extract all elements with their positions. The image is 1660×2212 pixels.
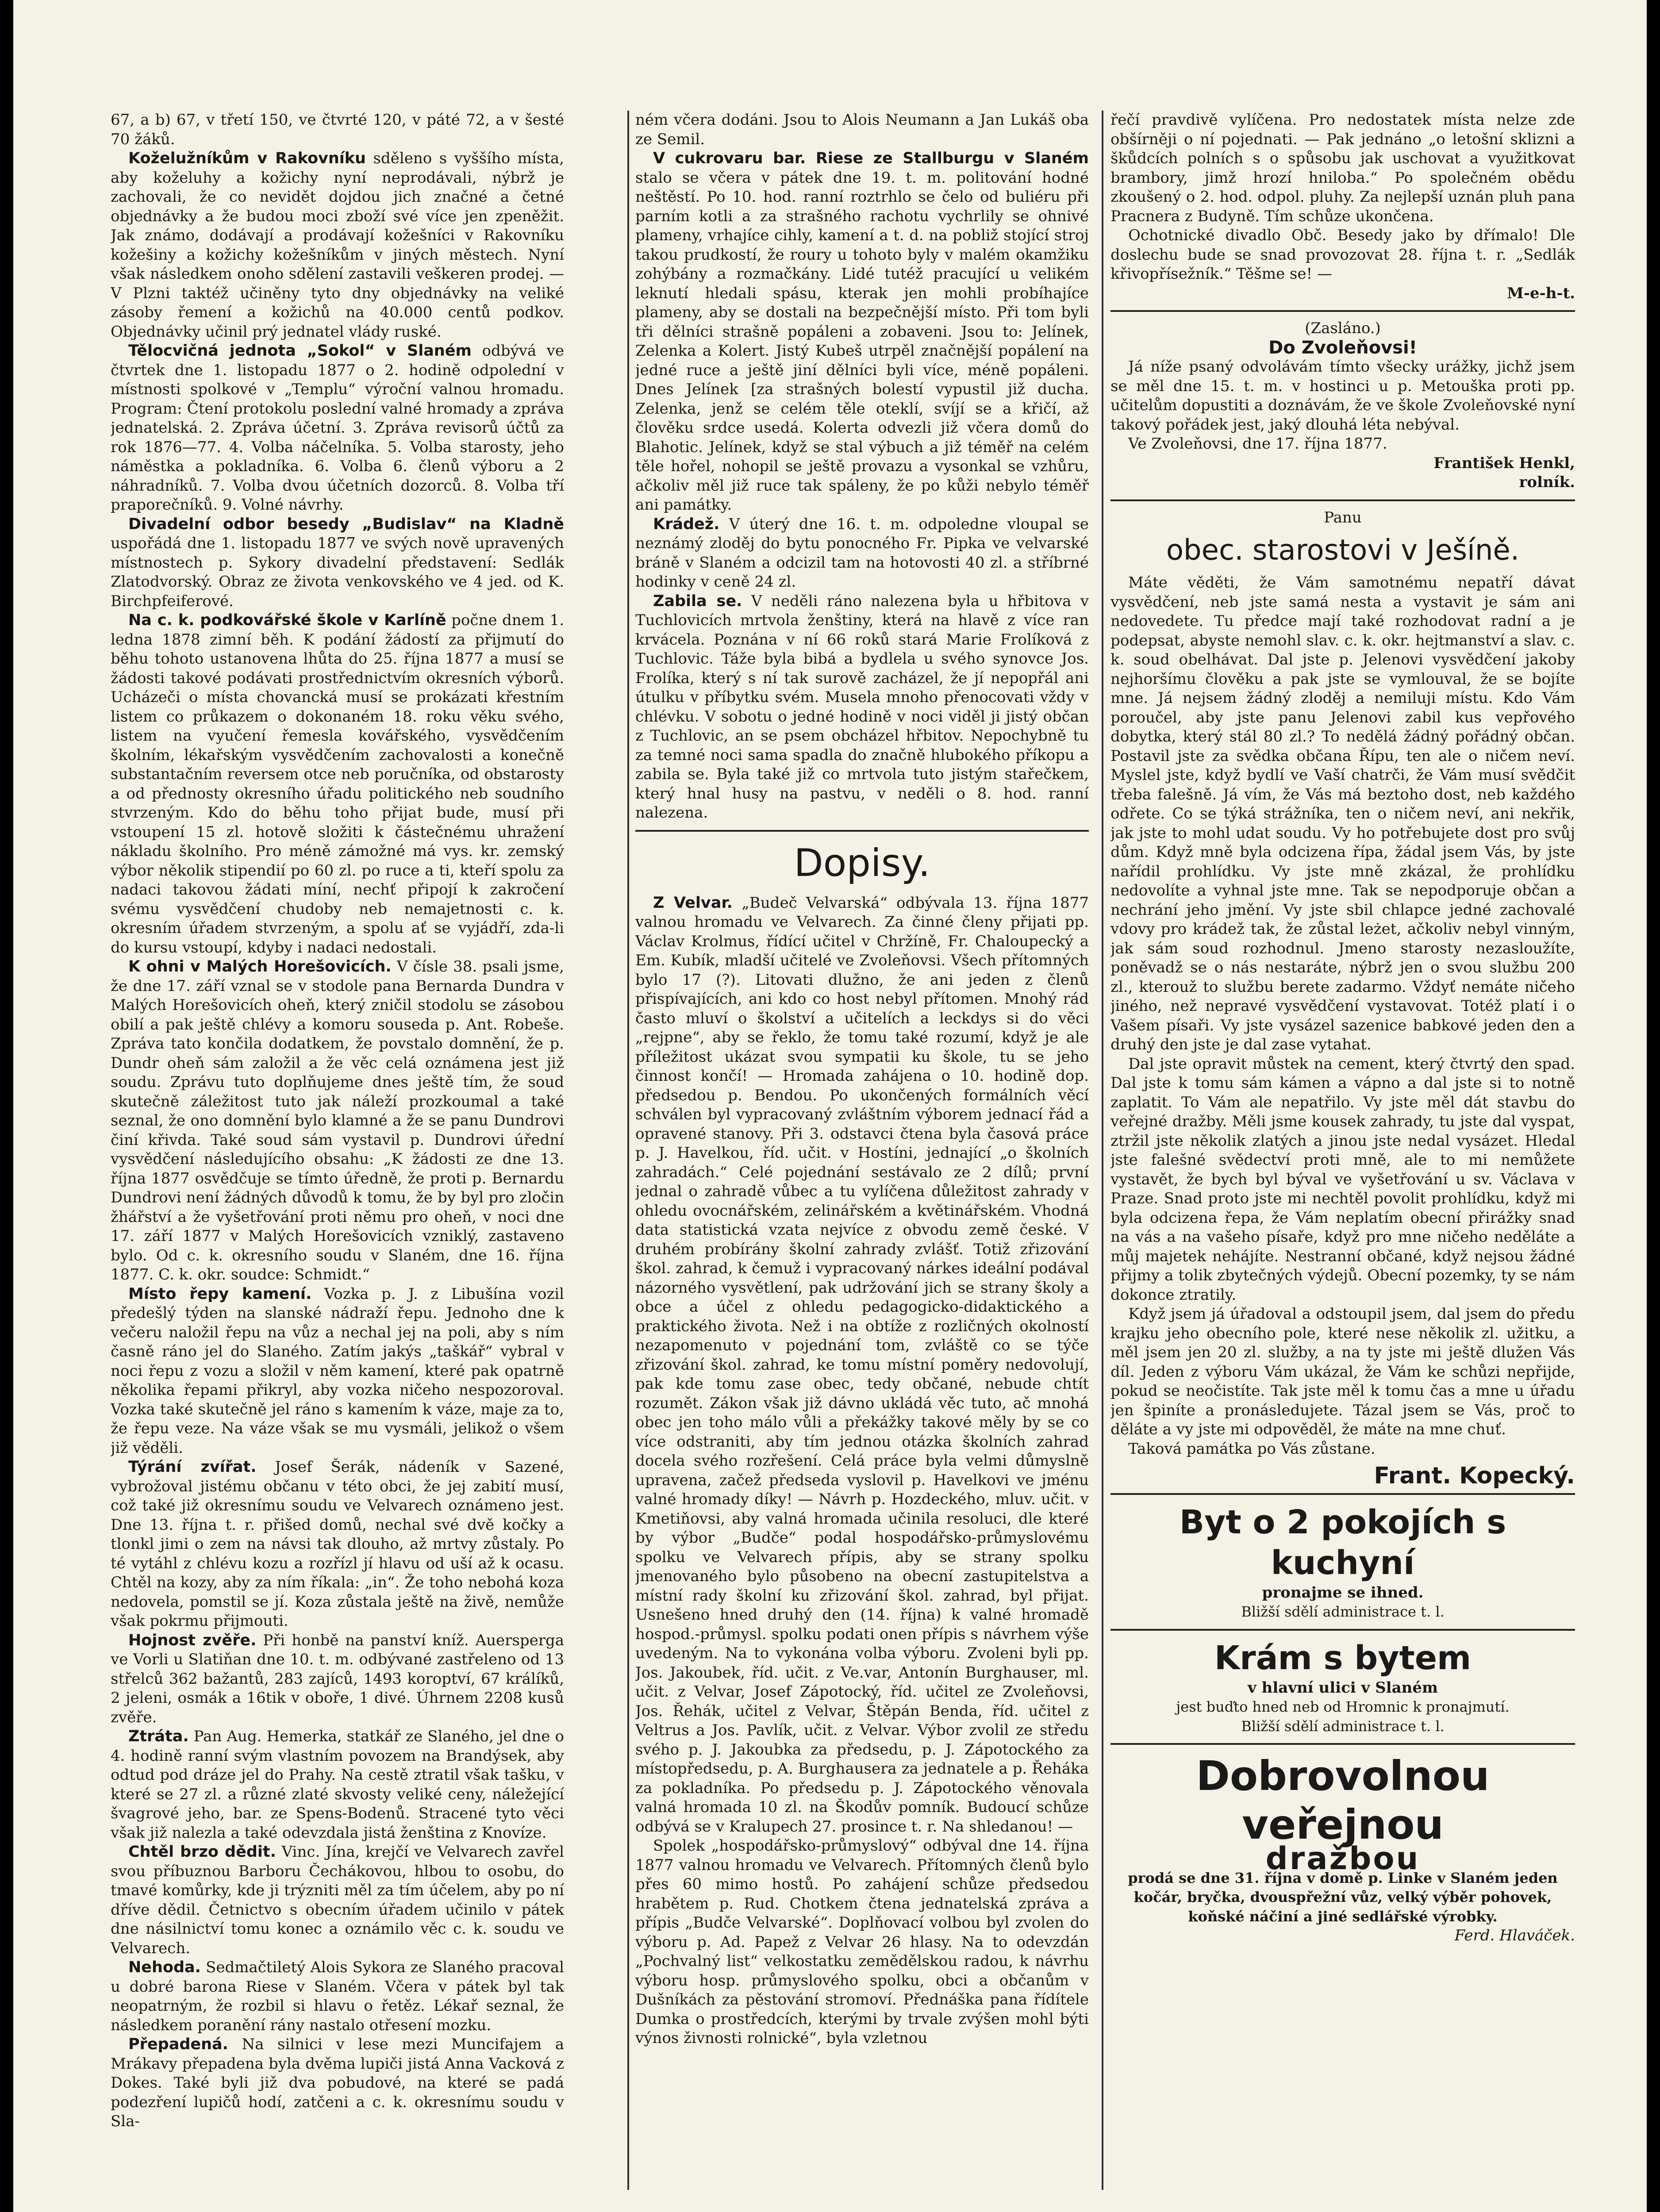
article-paragraph xyxy=(111,957,564,1285)
article-text: Pan Aug. Hemerka, statkář ze Slaného, jel dne o 4. hodině ranní svým vlastním povozem na Brandýsek, aby odtud pod dráze jel do Prahy. Na cestě ztratil však tašku, v které se 27 zl. a různé zlaté skvosty veliké ceny, náležející švagrové jeho, bar. ze Spens-Bodenů. Stracené tyto věci však již nalezla a také odevzdala jistá ženština z Knovíze. xyxy=(111,1728,564,1842)
apology-text: Já níže psaný odvolávám tímto všecky urážky, jichž jsem se měl dne 15. t. m. v hostinci u p. Metouška proti pp. učitelům dopustiti a doznávám, že ve škole Zvoleňovské nyní takový pořádek jest, jaký dlouhá léta nebýval. xyxy=(1111,358,1575,434)
section-divider xyxy=(635,830,1089,832)
article-text: Na silnici v lese mezi Muncifajem a Mrákavy přepadena byla dvěma lupiči jistá Anna Vacková z Dokes. Také byli již dva pobudové, na které se padá podezření lupičů hodí, zatčeni a c. k. okresnímu soudu v Sla- xyxy=(111,2035,564,2130)
apology-signature: František Henkl, xyxy=(1433,454,1575,472)
article-heading: Z Velvar. xyxy=(653,894,733,912)
article-paragraph xyxy=(635,149,1089,515)
starosta-title: obec. starostovi v Ješíně. xyxy=(1166,534,1520,567)
article-paragraph xyxy=(111,1727,564,1843)
article-paragraph xyxy=(111,1285,564,1458)
article-text: Při honbě na panství kníž. Auersperga ve Vorli u Slatiňan dne 10. t. m. odbývané zastřeleno od 13 střelců 362 bažantů, 283 zajíců, 1493 koroptví, 67 králíků, 2 jeleni, osmák a 16tik v oboře, 1 divé. Úhrnem 2208 kusů zvěře. xyxy=(111,1631,564,1726)
ad-auction-title: Dobrovolnou veřejnou xyxy=(1196,1752,1490,1848)
article-paragraph xyxy=(111,1458,564,1631)
article-text: V čísle 38. psali jsme, že dne 17. září vznal se v stodole pana Bernarda Dundra v Malých Horešovicích oheň, který zničil stodolu se zásobou obilí a pak ještě chlévy a komoru souseda p. Ant. Robeše. Zpráva tato končila dodatkem, že povstalo domnění, že p. Dundr oheň sám založil a že věc celá oznámena jest již soudu. Zprávu tuto doplňujeme dnes ještě tím, že soud skutečně záležitost tuto jak náleží prozkoumal a také seznal, že ono domnění bylo klamné a že se panu Dundrovi činí křivda. Také soud sám vystavil p. Dundrovi úřední vysvědčení následujícího obsahu: „K žádosti ze dne 13. října 1877 osvědčuje se tímto úředně, že proti p. Bernardu Dundrovi není žádných důvodů k tomu, že by byl pro zločin žhářství a že vyšetřování proti němu pro oheň, v noci dne 17. září 1877 v Malých Horešovicích vzniklý, zastaveno bylo. Od c. k. okresního soudu v Slaném, dne 16. října 1877. C. k. okr. soudce: Schmidt.“ xyxy=(111,958,564,1283)
theatre-note: Ochotnické divadlo Obč. Besedy jako by dřímalo! Dle doslechu bude se snad provozovat 28. října t. r. „Sedlák křivopřísežník.“ Těšme se! — xyxy=(1111,227,1575,283)
ad-flat-info: Bližší sdělí administrace t. l. xyxy=(1241,1603,1445,1620)
ad-auction-word: dražbou xyxy=(1265,1840,1420,1877)
article-text: V neděli ráno nalezena byla u hřbitova v Tuchlovicích mrtvola ženštiny, která na hlavě z více ran krvácela. Poznána v ní 66 roků stará Marie Frolíková z Tuchlovic. Táže byla bibá a bydlela u svého synovce Jos. Frolíka, který s ní tak surově zacházel, že jí nepopřál ani útulku v příbytku svém. Musela mnoho přenocovati vždy v chlévku. V sobotu o jedné hodině v noci viděl ji jistý občan z Tuchlovic, an se psem obcházel hřbitov. Nepochybně tu za temné noci sama spadla do značně hlubokého příkopu a zabila se. Byla také již co mrtvola tuto jistým stařečkem, který hnal husy na pastvu, v neděli o 8. hod. ranní nalezena. xyxy=(635,592,1089,822)
article-text: 67, a b) 67, v třetí 150, ve čtvrté 120, v páté 72, a v šesté 70 žáků. xyxy=(111,111,564,148)
column-2-news xyxy=(635,111,1089,823)
article-text: odbývá ve čtvrtek dne 1. listopadu 1877 o 2. hodině odpolední v místnosti spolkové v „Templu“ výroční valnou hromadu. Program: Čtení protokolu poslední valné hromady a zpráva jednatelská. 2. Zpráva účetní. 3. Zpráva revisorů účtů za rok 1876—77. 4. Volba náčelníka. 5. Volba starosty, jeho náměstka a pokladníka. 6. Volba 6. členů výboru a 2 náhradníků. 7. Volba dvou účetních dozorců. 8. Volba tří praporečníků. 9. Volné návrhy. xyxy=(111,342,564,514)
zvolenoves-title: Do Zvoleňovsi! xyxy=(1268,337,1417,358)
article-heading: Přepadená. xyxy=(128,2035,228,2053)
column-2 xyxy=(635,111,1089,2212)
column-1 xyxy=(111,111,564,2212)
apology-date: Ve Zvoleňovsi, dne 17. října 1877. xyxy=(1128,435,1387,453)
article-paragraph xyxy=(635,515,1089,592)
article-paragraph xyxy=(111,149,564,342)
article-heading: Tělocvičná jednota „Sokol“ v Slaném xyxy=(128,342,472,360)
article-heading: Na c. k. podkovářské škole v Karlíně xyxy=(128,611,446,629)
article-text: uspořádá dne 1. listopadu 1877 ve svých nově upravených místnostech p. Sykory divadelní představení: Sedlák Zlatodvorský. Obraz ze života venkovského ve 4 jed. od K. Birchpfeiferové. xyxy=(111,534,564,610)
divider-5 xyxy=(1111,1743,1575,1745)
article-paragraph xyxy=(111,1843,564,1958)
article-heading: Krádež. xyxy=(653,515,720,533)
article-paragraph xyxy=(111,1958,564,2035)
article-heading: Ztráta. xyxy=(128,1728,189,1745)
ad-auction-text: prodá se dne 31. října v domě p. Linke v Slaném jeden kočár, bryčka, dvouspřežní vůz, velký výběr pohovek, koňské náčiní a jiné sedlářské výrobky. xyxy=(1128,1869,1558,1925)
starosta-text-3: Když jsem já úřadoval a odstoupil jsem, dal jsem do předu krajku jeho obecního pole, které nese několik zl. užitku, a měl jsem jen 20 zl. služby, a na ty jste mi ještě dlužen Vás díl. Jeden z výboru Vám ukázal, že Vám ke schůzi nepřijde, pokud se neočistíte. Tak jste měl k tomu čas a mne u úřadu jen špiníte a pronásledujete. Tázal jsem se Vás, proč to děláte a vy jste mi odpověděl, že máte na mne chuť. xyxy=(1111,1305,1575,1438)
scan-left-edge xyxy=(0,0,13,2212)
column-3-intro: řečí pravdivě vylíčena. Pro nedostatek místa nelze zde obšírněji o ní pojednati. — Pak jednáno „o letošní sklizni a škůdcích polních s o spůsobu jak uschovat a využitkovat brambory, jimž hrozí hniloba.“ Po společném obědu zkoušený o 2. hod. odpol. pluhy. Za nejlepší uznán pluh pana Pracnera z Budyně. Tím schůze ukončena. xyxy=(1111,111,1575,225)
article-paragraph xyxy=(111,2035,564,2131)
starosta-signature: Frant. Kopecký. xyxy=(1374,1463,1575,1489)
apology-signature-role: rolník. xyxy=(1519,473,1575,491)
ad-flat-sub: pronajme se ihned. xyxy=(1262,1583,1424,1601)
panu-label: Panu xyxy=(1324,508,1362,526)
article-heading: K ohni v Malých Horešovicích. xyxy=(128,958,392,975)
article-heading: Koželužníkům v Rakovníku xyxy=(128,150,366,167)
divider-3 xyxy=(1111,1493,1575,1495)
starosta-text-4: Taková památka po Vás zůstane. xyxy=(1128,1440,1376,1458)
article-paragraph xyxy=(635,592,1089,823)
divider-2 xyxy=(1111,499,1575,501)
divider-1 xyxy=(1111,310,1575,312)
article-text: sděleno s vyššího místa, aby koželuhy a kožichy nyní neprodávali, nýbrž je zachovali, že co nevidět dojdou jich značné a četné objednávky a že budou moci zboží své více jen zpeněžit. Jak známo, dodávají a prodávají kožešníci v Rakovníku kožešiny a kožichy kožešníkům v jiných městech. Nyní však následkem onoho sdělení zastavili veškeren prodej. — V Plzni taktéž učiněny tyto dny objednávky na veliké zásoby řemení a kožichů na 40.000 centů podkov. Objednávky učinil prý jednatel vlády ruské. xyxy=(111,150,564,341)
ad-shop-title: Krám s bytem xyxy=(1214,1639,1472,1677)
article-heading: Nehoda. xyxy=(128,1959,201,1976)
article-heading: Místo řepy kamení. xyxy=(128,1285,312,1303)
ad-auction-signature: Ferd. Hlaváček. xyxy=(1454,1927,1575,1944)
divider-4 xyxy=(1111,1629,1575,1631)
article-text: počne dnem 1. ledna 1878 zimní běh. K podání žádostí za přijmutí do běhu tohoto ustanovena lhůta do 25. října 1877 a musí se žádosti takové podávati prostřednictvím okresních výborů. Ucházeči o místa chovancká musí se prokázati křestním listem co průkazem o dokonaném 18. roku věku svého, listem na vyučení řemesla kovářského, vysvědčením školním, lékařským vysvědčením zachovalosti a konečně substantačním reversem otce neb poručníka, od obstarosty a od přednosty okresního úřadu politického neb soudního stvrzeným. Kdo do běhu toho přijat bude, musí při vstoupení 15 zl. hotově složiti k částečnému uhražení nákladu školního. Pro méně zámožné má vys. kr. zemský výbor několik stipendií po 60 zl. po ruce a ti, kteří spolu za nadaci takovou žádati míní, nechť připojí k zakročení svému vysvědčení chudoby neb nemajetnosti c. k. okresním úřadem stvrzeným, a spolu ať se vyjádří, zda-li do kursu vstoupí, kdyby i nadaci nedostali. xyxy=(111,611,564,956)
column-rule-2 xyxy=(1102,111,1103,2190)
article-text: Vozka p. J. z Libušína vozil předešlý týden na slanské nádraží řepu. Jednoho dne k večeru naložil řepu na vůz a nechal jej na poli, aby s ním časně ráno jel do Slaného. Zatím jakýs „taškář“ vybral v noci řepu z vozu a složil v něm kamení, které pak opatrně několika řepami přikryl, aby vozka ničeho nespozoroval. Vozka také skutečně jel ráno s kamením k váze, maje za to, že řepu veze. Na váze však se mu vysmáli, jelikož o všem již věděli. xyxy=(111,1285,564,1457)
section-title-dopisy: Dopisy. xyxy=(794,841,930,885)
article-paragraph xyxy=(635,894,1089,1837)
article-heading: Hojnost zvěře. xyxy=(128,1631,257,1649)
article-paragraph xyxy=(635,111,1089,149)
article-heading: V cukrovaru bar. Riese ze Stallburgu v Slaném xyxy=(653,150,1089,167)
article-paragraph xyxy=(635,1836,1089,2048)
article-paragraph xyxy=(111,611,564,957)
article-heading: Chtěl brzo dědit. xyxy=(128,1843,276,1861)
article-text: V úterý dne 16. t. m. odpoledne vloupal se neznámý zloděj do bytu ponocného Fr. Pipka ve velvarské bráně v Slaném a odcizil tam na hotovosti 40 zl. a stříbrné hodinky v ceně 24 zl. xyxy=(635,515,1089,591)
ad-shop-sub: v hlavní ulici v Slaném xyxy=(1248,1678,1438,1697)
ad-shop-text: jest buďto hned neb od Hromnic k pronajmutí. xyxy=(1176,1698,1510,1715)
article-text: „Budeč Velvarská“ odbývala 13. října 1877 valnou hromadu ve Velvarech. Za činné členy přijati pp. Václav Krolmus, řídící učitel v Chržíně, Fr. Chaloupecký a Em. Kubík, mladší učitelé ve Zvoleňovsi. Všech přítomných bylo 17 (?). Litovati dlužno, že ani jeden z členů přispívajících, ani kdo co host nebyl přítomen. Mnohý rád často mluví o školství a učitelích a leckdys si do věci „rejpne“, aby se řeklo, že tomu také rozumí, když je ale příležitost ukázat svou sympatii ku škole, tu se jeho činnost končí! — Hromada zahájena o 10. hodině dop. předsedou p. Bendou. Po ukončených formálních věcí schválen byl vypracovaný zvláštním výborem jednací řád a opravené stanovy. Při 3. odstavci čtena byla časová práce p. J. Havelkou, říd. učit. v Hostíni, jednající „o školních zahradách.“ Celé pojednání sestávalo ze 2 dílů; první jednal o zahradě vůbec a tu vylíčena důležitost zahrady v ohledu ovocnářském, zelinářském a květinářském. Vhodná data statistická vzata nejvíce z obvodu země české. V druhém probírány školní zahrady zvlášť. Totiž zřizování škol. zahrad, k čemuž i vypracovaný nárkes ideální podával názorného vysvětlení, pak udržování jich se strany školy a obce a účel z ohledu pedagogicko-didaktického a praktického života. Než i na obtíže z rozličných okolností nezapomenuto v pojednání tom, zvláště co se týče zřizování škol. zahrad, ke tomu místní poměry nedovolují, pak kde tomu zase obec, tedy občané, nebude chtít rozumět. Zákon však již dávno ukládá věc tuto, ač mnohá obec jen toho málo vůli a překážky takové měly by se co více odstraniti, aby tím jednou otázka školních zahrad docela svého rozřešení. Celá práce byla velmi důmyslně upravena, začež předseda vyslovil p. Havelkovi ve jménu valné hromady díky! — Návrh p. Hozdeckého, mluv. učit. v Kmetiňovsi, aby valná hromada učinila resoluci, dle které by výbor „Budče“ podal hospodářsko-průmyslovému spolku ve Velvarech přípis, aby se strany spolku jmenovaného bylo působeno na obecní zastupitelstva a místní rady školní ku zřizování škol. zahrad, byl přijat. Usnešeno hned druhý den (14. října) k valné hromadě hospod.-průmysl. spolku podati onen přípis s návrhem výše uvedeným. Na to vykonána volba výboru. Zvoleni byli pp. Jos. Jakoubek, říd. učit. z Ve.var, Antonín Burghauser, ml. učit. z Velvar, Josef Zápotocký, říd. učitel ze Zvoleňovsi, Jos. Řehák, učitel z Velvar, Štěpán Benda, říd. učitel z Veltrus a Jos. Pavlík, učit. z Velvar. Výbor zvolil ze středu svého p. J. Jakoubka za předsedu, p. J. Zápotockého za místopředsedu, p. A. Burghausera za jednatele a p. Řeháka za pokladníka. Po předsedu p. J. Zápotockého věnovala valná hromada 10 zl. na Škodův pomník. Budoucí schůze odbývá se v Kralupech 27. prosince t. r. Na shledanou! — xyxy=(635,894,1089,1836)
article-text: ném včera dodáni. Jsou to Alois Neumann a Jan Lukáš oba ze Semil. xyxy=(635,111,1089,148)
article-paragraph xyxy=(111,342,564,515)
article-heading: Zabila se. xyxy=(653,592,742,610)
ad-flat-title: Byt o 2 pokojích s kuchyní xyxy=(1179,1503,1506,1582)
column-3 xyxy=(1111,111,1575,2212)
article-text: Josef Šerák, nádeník v Sazené, vybrožoval jistému občanu v této obci, že jej zabití musí, což také již okresnímu soudu ve Velvarech oznámeno jest. Dne 13. října t. r. přišed domů, nechal své dvě kočky a tlonkl jimi o zem na návsi tak dlouho, až mrtvy zůstaly. Po té vytáhl z chlévu kozu a rozřízl jí hlavu od uší až k ocasu. Chtěl na kozy, aby za ním říkala: „in“. Že toho nebohá koza nedovela, pomstil se jí. Koza zůstala ještě na živě, nemůže však pokrmu přijmouti. xyxy=(111,1458,564,1630)
zaslano-label: (Zasláno.) xyxy=(1305,319,1381,337)
column-2-letters xyxy=(635,894,1089,2048)
intro-signature: M-e-h-t. xyxy=(1507,284,1575,302)
ad-shop-info: Bližší sdělí administrace t. l. xyxy=(1241,1717,1445,1735)
scan-right-edge xyxy=(1647,0,1660,2212)
article-text: stalo se včera v pátek dne 19. t. m. politování hodné neštěstí. Po 10. hod. ranní roztrhlo se čelo od buliéru při parním kotli a za strašného rachotu vychrlily se ohnivé plameny, vrhajíce cihly, kamení a t. d. na pobliž stojící stroj takou prudkostí, že roury u tohoto byly v malém okamžiku zohýbány a rozmačkány. Lidé tutéž pracující u velikém leknutí hledali spásu, kterak jen mohli probíhajíce plameny, aby se dostali na bezpečnější místo. Při tom byli tři dělníci strašně popáleni a zobaveni. Jsou to: Jelínek, Zelenka a Kolert. Jistý Kubeš utrpěl značnější popálení na jedné ruce a ještě jiní dělníci byli více, méně popáleni. Dnes Jelínek [za strašných bolestí vypustil již ducha. Zelenka, jenž se celém těle oteklí, svíjí se a křičí, až člověku srdce usedá. Kolerta odvezli již včera domů do Blahotic. Jelínek, když se stal výbuch a již téměř na celém těle hořel, nohopil se ještě provazu a vysonkal se vzhůru, ačkoliv měl již ruce tak spáleny, že po kůži nebylo téměř ani památky. xyxy=(635,169,1089,514)
article-paragraph xyxy=(111,111,564,149)
column-rule-1 xyxy=(627,111,629,2190)
article-text: Spolek „hospodářsko-průmyslový“ odbýval dne 14. října 1877 valnou hromadu ve Velvarech. Přítomných členů bylo přes 60 mimo hostů. Po zahájení schůze předsedou hrabětem p. Rud. Chotkem čtena jednatelská zpráva a přípis „Budče Velvarské“. Doplňovací volbou byl zvolen do výboru p. Ad. Papež z Velvar 26 hlasy. Na to odevzdán „Pochvalný list“ velkostatku zemědělskou radou, k návrhu výboru hosp. průmyslového spolku, obci a občanům v Dušníkách za pěstování stromoví. Přednáška pana řídítele Dumka o prostředcích, kterými by trvale zvýšen mohl býti výnos živnosti rolnické“, byla vzletnou xyxy=(635,1837,1089,2047)
article-heading: Týrání zvířat. xyxy=(128,1458,257,1476)
article-text: Sedmačtiletý Alois Sykora ze Slaného pracoval u dobré barona Riese v Slaném. Včera v pátek byl tak neopatrným, že rozbil si hlavu o řetěz. Lékař seznal, že následkem poranění rány nastalo otřesení mozku. xyxy=(111,1959,564,2034)
article-heading: Divadelní odbor besedy „Budislav“ na Kladně xyxy=(128,515,564,533)
article-text: Vinc. Jína, krejčí ve Velvarech zavřel svou příbuznou Barboru Čechákovou, hlbou to osobu, do tmavé komůrky, kde ji trýzniti měl za tím účelem, aby po ní dříve dědil. Četnictvo s obecním úřadem učinilo v pátek dne násilnictví tomu konec a oznámilo věc c. k. soudu ve Velvarech. xyxy=(111,1843,564,1957)
article-paragraph xyxy=(111,515,564,611)
starosta-text-2: Dal jste opravit můstek na cement, který čtvrtý den spad. Dal jste k tomu sám kámen a vápno a dal jste si to notně zaplatit. To Vám ale nepatřilo. Vy jste měl dát stavbu do veřejné dražby. Měli jsme kousek zahrady, tu jste dal vyspat, ztržil jste několik zlatých a jinou jste nedal vysázet. Hledal jste falešné svědectví proti mně, ale to mi nemůžete vystavět, že bych byl býval ve vyšetřování u sv. Václava v Praze. Snad proto jste mi nechtěl povolit prohlídku, když mi byla odcizena řepa, že Vám neplatím obecní přirážky snad na vás a na vašeho písaře, když pro mne ničeho neděláte a můj majetek nehájíte. Nestranní občané, když nejsou žádné přijmy a tolik zbytečných výdejů. Obecní pozemky, ty se nám dokonce ztratily. xyxy=(1111,1055,1575,1304)
starosta-text-1: Máte věděti, že Vám samotnému nepatří dávat vysvědčení, neb jste samá nesta a vystavit je sám ani nedovedete. Tu předce mají také rozhodovat radní a je podepsat, abyste nemohl slav. c. k. okr. hejtmanství a slav. c. k. soud obelhávat. Dal jste p. Jelenovi vysvědčení jakoby nejhoršímu člověku a pak jste se vymlouval, že se bojíte mne. Já nejsem žádný zloděj a nemiluji místu. Kdo Vám poroučel, aby jste panu Jelenovi zabil kus vepřového dobytka, který stál 80 zl.? To nedělá žádný pořádný občan. Postavil jste za svědka občana Řípu, ten ale o ničem neví. Myslel jste, když bydlí ve Vaší chatrči, že Vám musí svědčit třeba falešně. Já vím, že Vás má beztoho dost, neb každého odřete. Co se týká strážníka, ten o ničem neví, ani nekřik, jak jste to mohl udat soudu. Vy ho potřebujete dost pro svůj dům. Když mně byla odcizena řípa, žádal jsem Vás, by jste nařídil prohlídku. Vy jste mně zkázal, že prohlídku nedovolíte a vyhnal jste mne. Tak se nepodporuje občan a nechrání jeho jmění. Vy jste sbil chlapce jedné zachovalé vdovy pro krádež tak, že zůstal leżet, ačkoliv nebyl vinným, jak sám soud rozhodnul. Jmeno starosty nezasloužíte, poněvadž se o nás nestaráte, nýbrž jen o svou službu 200 zl., kterouž to službu berete zadarmo. Vždyť nemáte ničeho jiného, než nepravé vysvědčení vystavovat. Totéž platí i o Vašem písaři. Vy jste vysázel sazenice babkové jeden den a druhý den jste je dal zase vytahat. xyxy=(1111,574,1575,1053)
article-paragraph xyxy=(111,1631,564,1728)
